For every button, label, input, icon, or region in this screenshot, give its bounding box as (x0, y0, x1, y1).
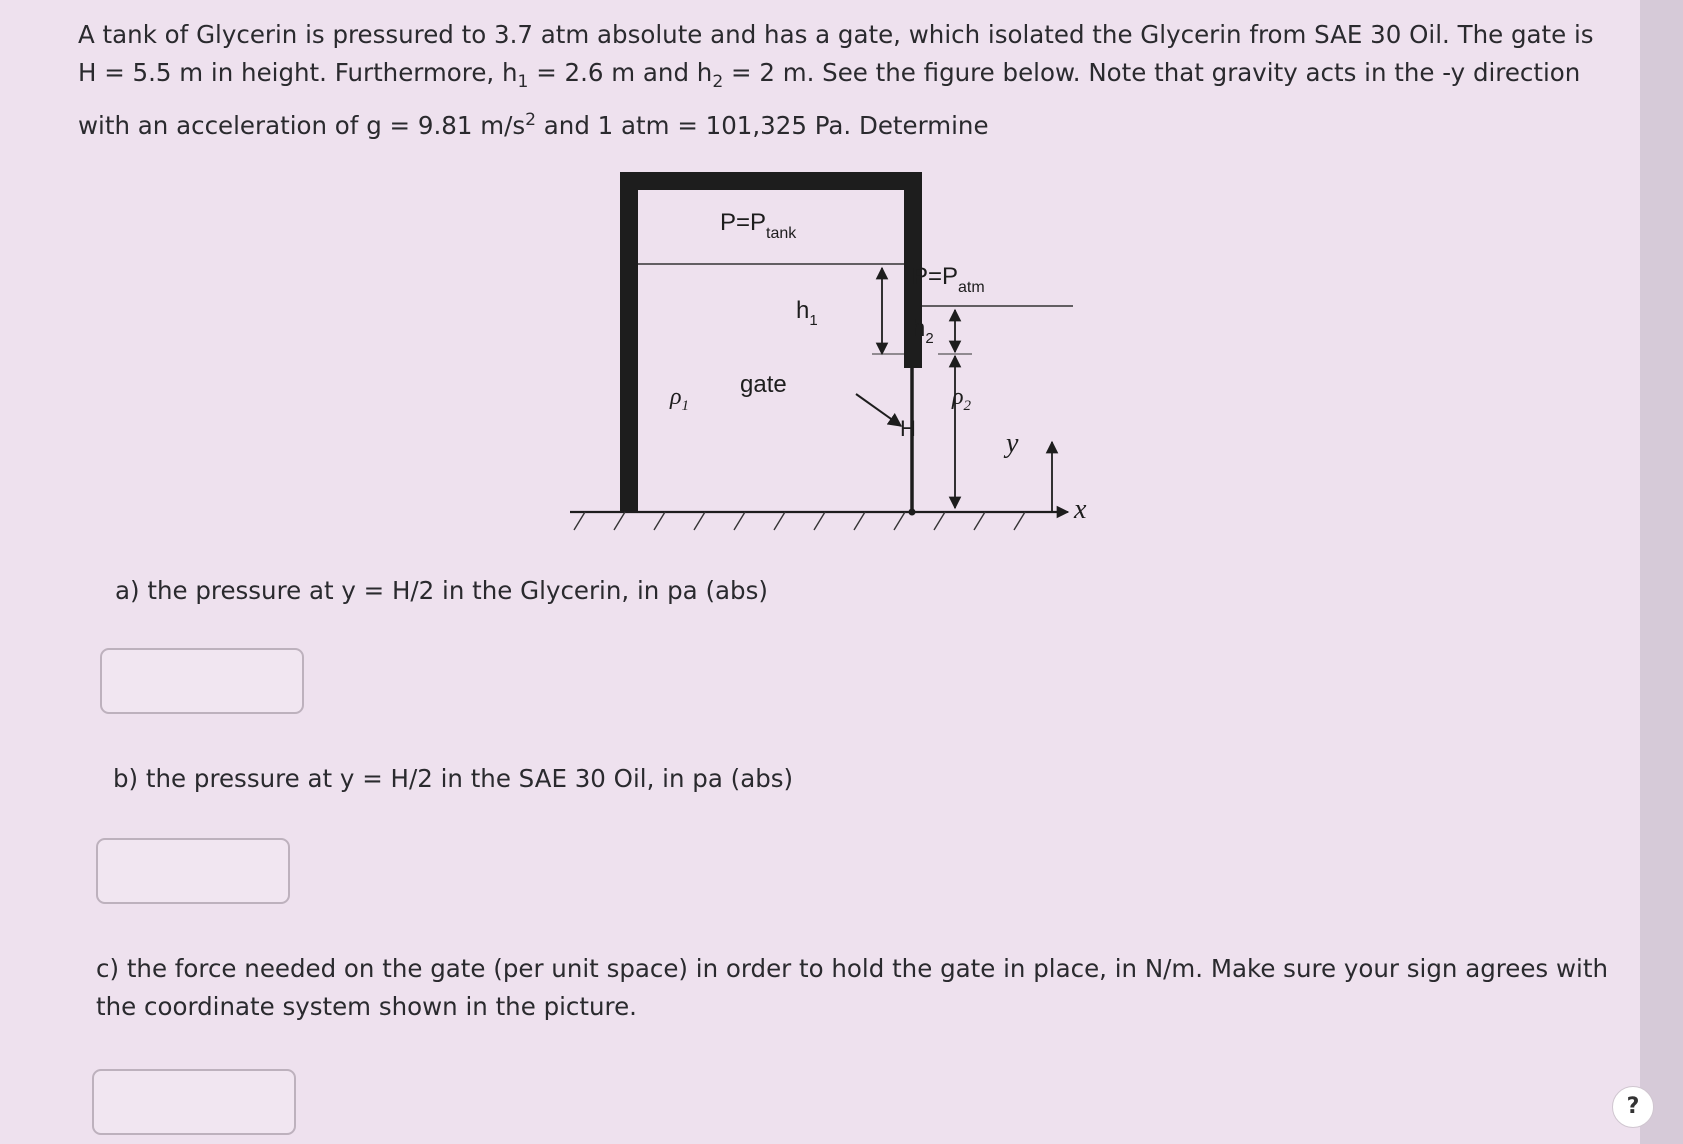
page-edge-shadow (1640, 0, 1683, 1144)
label-y-axis: y (1006, 428, 1019, 459)
label-p-atm: $P=P_{atm}$ (912, 263, 985, 296)
label-p-tank: $P=P_{tank}$ (720, 209, 797, 242)
problem-statement: A tank of Glycerin is pressured to 3.7 atm absolute and has a gate, which isolated the Glycerin from SAE 30 Oil. The gate is H = 5.5 m in height. Furthermore, $h_1 = 2.6$ m and $h_2 = 2$ m. See the figure below. Note that gravity acts in the -y direction with an acceleration of g = 9.81 $m/s^2$ and 1 atm = 101,325 Pa. Determine (78, 20, 1594, 141)
help-button[interactable]: ? (1612, 1086, 1654, 1128)
label-h2: $h_2$ (912, 315, 934, 347)
answer-c-input[interactable] (92, 1069, 296, 1135)
label-h1: $h_1$ (796, 297, 818, 329)
answer-b-input[interactable] (96, 838, 290, 904)
label-H: H (900, 416, 916, 441)
tank-gate-diagram (560, 160, 1120, 540)
label-rho1: $\rho_1$ (670, 384, 690, 414)
question-a: a) the pressure at y = H/2 in the Glycerin, in pa (abs) (115, 576, 768, 605)
question-c: c) the force needed on the gate (per unit space) in order to hold the gate in place, in N/m. Make sure your sign agrees with the coordinate system shown in the picture. (96, 954, 1608, 1021)
label-gate: gate (740, 371, 787, 398)
answer-a-input[interactable] (100, 648, 304, 714)
ground-hatch (574, 512, 1025, 530)
label-rho2: $\rho_2$ (952, 384, 972, 414)
label-x-axis: x (1074, 494, 1087, 525)
tank-walls (620, 172, 922, 512)
gate-pointer-arrow (856, 394, 901, 426)
question-b: b) the pressure at y = H/2 in the SAE 30 Oil, in pa (abs) (113, 764, 794, 793)
